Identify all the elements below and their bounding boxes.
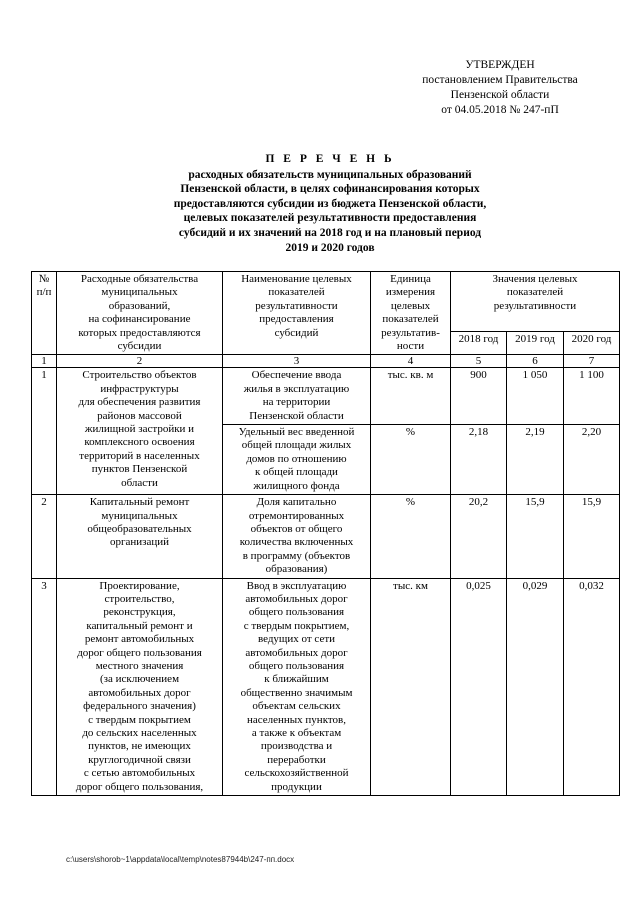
row-value-2018: 20,2 — [451, 495, 507, 578]
title-line: расходных обязательств муниципальных образований — [188, 168, 472, 181]
column-number: 1 — [32, 355, 57, 368]
row-indicator: Доля капитально отремонтированных объектов от общего количества включенных в программу (объектов образования) — [223, 495, 371, 578]
row-value-2020: 15,9 — [564, 495, 620, 578]
row-num: 1 — [32, 368, 57, 495]
row-unit: тыс. км — [371, 578, 451, 796]
title-line: 2019 и 2020 годов — [285, 241, 375, 254]
row-value-2019: 0,029 — [507, 578, 564, 796]
column-number: 6 — [507, 355, 564, 368]
header-row — [32, 272, 620, 332]
table-row — [32, 578, 620, 796]
header-num: № п/п — [32, 272, 57, 355]
row-unit: тыс. кв. м — [371, 368, 451, 425]
title-line: Пензенской области, в целях софинансирования которых — [180, 183, 480, 196]
document-title — [160, 152, 500, 255]
column-number: 4 — [371, 355, 451, 368]
column-number: 7 — [564, 355, 620, 368]
title-line: субсидий и их значений на 2018 год и на плановый период — [178, 226, 482, 239]
row-indicator: Удельный вес введенной общей площади жилых домов по отношению к общей площади жилищного фонда — [223, 425, 371, 495]
approval-line: УТВЕРЖДЕН — [465, 59, 535, 71]
table-row — [32, 368, 620, 425]
row-obligation: Проектирование, строительство, реконструкция, капитальный ремонт и ремонт автомобильных дорог общего пользования местного значения (за исключением автомобильных дорог федерального значения) с твердым покрытием до сельских населенных пунктов, не имеющих круглогодичной связи с сетью автомобильных дорог общего пользования, — [57, 578, 223, 796]
row-value-2020: 0,032 — [564, 578, 620, 796]
title-line: предоставляются субсидии из бюджета Пензенской области, — [173, 197, 487, 210]
approval-stamp — [400, 58, 600, 118]
title-line: целевых показателей результативности предоставления — [183, 212, 477, 225]
row-value-2020: 2,20 — [564, 425, 620, 495]
row-value-2018: 2,18 — [451, 425, 507, 495]
column-number: 3 — [223, 355, 371, 368]
row-value-2020: 1 100 — [564, 368, 620, 425]
header-year-2018: 2018 год — [451, 332, 507, 355]
header-year-2019: 2019 год — [507, 332, 564, 355]
row-num: 2 — [32, 495, 57, 578]
column-number: 5 — [451, 355, 507, 368]
header-values-group: Значения целевых показателей результативности — [451, 272, 620, 332]
header-unit: Единица измерения целевых показателей результатив- ности — [371, 272, 451, 355]
approval-line: постановлением Правительства — [422, 74, 578, 86]
approval-line: Пензенской области — [450, 89, 550, 101]
column-number-row — [32, 355, 620, 368]
file-path-footer: c:\users\shorob~1\appdata\local\temp\notes87944b\247-пп.docx — [66, 855, 295, 864]
row-obligation: Строительство объектов инфраструктуры для обеспечения развития районов массовой жилищной застройки и комплексного освоения территорий в населенных пунктов Пензенской области — [57, 368, 223, 495]
approval-line: от 04.05.2018 № 247-пП — [441, 104, 559, 116]
obligations-table — [31, 271, 620, 796]
header-indicators: Наименование целевых показателей результативности предоставления субсидий — [223, 272, 371, 355]
table-row — [32, 495, 620, 578]
row-indicator: Ввод в эксплуатацию автомобильных дорог общего пользования с твердым покрытием, ведущих от сети автомобильных дорог общего пользования к ближайшим общественно значимым объектам сельских населенных пунктов, а также к объектам производства и переработки сельскохозяйственной продукции — [223, 578, 371, 796]
title-heading: П Е Р Е Ч Е Н Ь — [265, 153, 395, 165]
column-number: 2 — [57, 355, 223, 368]
row-obligation: Капитальный ремонт муниципальных общеобразовательных организаций — [57, 495, 223, 578]
row-value-2019: 1 050 — [507, 368, 564, 425]
row-value-2019: 2,19 — [507, 425, 564, 495]
row-value-2018: 900 — [451, 368, 507, 425]
row-num: 3 — [32, 578, 57, 796]
row-indicator: Обеспечение ввода жилья в эксплуатацию на территории Пензенской области — [223, 368, 371, 425]
row-unit: % — [371, 425, 451, 495]
row-value-2019: 15,9 — [507, 495, 564, 578]
header-obligations: Расходные обязательства муниципальных образований, на софинансирование которых предоставляются субсидии — [57, 272, 223, 355]
row-value-2018: 0,025 — [451, 578, 507, 796]
header-year-2020: 2020 год — [564, 332, 620, 355]
row-unit: % — [371, 495, 451, 578]
